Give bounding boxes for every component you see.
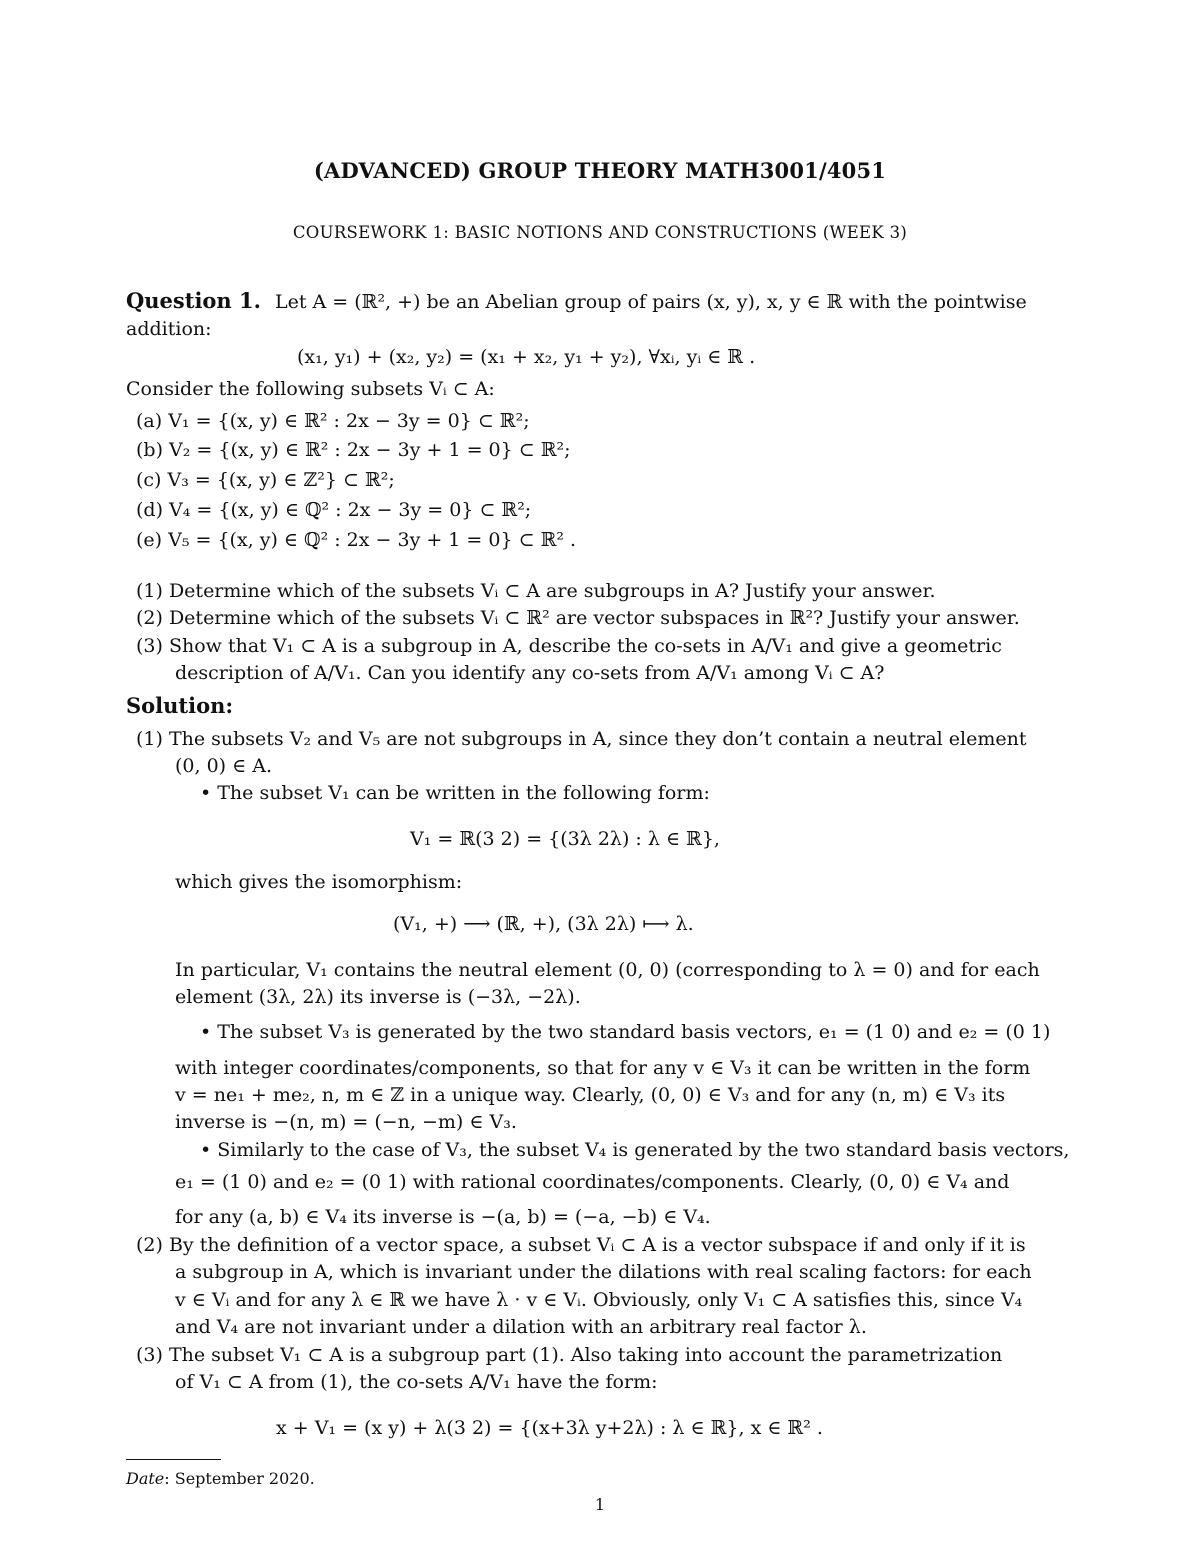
task-3-cont: description of A/V₁. Can you identify any co-sets from A/V₁ among Vᵢ ⊂ A? (175, 662, 885, 684)
solution-line: In particular, V₁ contains the neutral element (0, 0) (corresponding to λ = 0) and for each (175, 959, 1040, 981)
subset-c: (c) V₃ = {(x, y) ∈ ℤ²} ⊂ ℝ²; (136, 469, 395, 491)
solution-line: • The subset V₃ is generated by the two standard basis vectors, e₁ = (1 0) and e₂ = (0 1) (200, 1021, 1051, 1043)
question-intro-line-1 (126, 287, 1027, 316)
task-1: (1) Determine which of the subsets Vᵢ ⊂ A are subgroups in A? Justify your answer. (136, 580, 936, 602)
solution-line: element (3λ, 2λ) its inverse is (−3λ, −2λ). (175, 986, 581, 1008)
coset-formula: x + V₁ = (x y) + λ(3 2) = {(x+3λ y+2λ) : λ ∈ ℝ}, x ∈ ℝ² . (276, 1417, 823, 1439)
page-title: (ADVANCED) GROUP THEORY MATH3001/4051 (313, 158, 887, 183)
solution-line: (3) The subset V₁ ⊂ A is a subgroup part (1). Also taking into account the parametrization (136, 1344, 1003, 1366)
question-intro-line-2: addition: (126, 318, 212, 340)
subset-d: (d) V₄ = {(x, y) ∈ ℚ² : 2x − 3y = 0} ⊂ ℝ²; (136, 499, 532, 521)
task-2: (2) Determine which of the subsets Vᵢ ⊂ ℝ² are vector subspaces in ℝ²? Justify your answer. (136, 607, 1020, 629)
solution-line: • The subset V₁ can be written in the following form: (200, 782, 710, 804)
solution-line: a subgroup in A, which is invariant under the dilations with real scaling factors: for each (175, 1261, 1032, 1283)
question-label: Question 1. (126, 288, 261, 313)
addition-formula: (x₁, y₁) + (x₂, y₂) = (x₁ + x₂, y₁ + y₂), ∀xᵢ, yᵢ ∈ ℝ . (297, 346, 756, 368)
solution-label: Solution: (126, 693, 234, 718)
isomorphism-formula: (V₁, +) ⟶ (ℝ, +), (3λ 2λ) ⟼ λ. (393, 913, 694, 935)
solution-line: for any (a, b) ∈ V₄ its inverse is −(a, b) = (−a, −b) ∈ V₄. (175, 1206, 711, 1228)
solution-line: v ∈ Vᵢ and for any λ ∈ ℝ we have λ · v ∈ Vᵢ. Obviously, only V₁ ⊂ A satisfies this, since V₄ (175, 1289, 1023, 1311)
question-intro-text: Let A = (ℝ², +) be an Abelian group of pairs (x, y), x, y ∈ ℝ with the pointwise (274, 291, 1027, 313)
task-3: (3) Show that V₁ ⊂ A is a subgroup in A, describe the co-sets in A/V₁ and give a geometric (136, 635, 1002, 657)
page-number: 1 (594, 1495, 606, 1514)
footnote-text: : September 2020. (164, 1469, 315, 1488)
consider-text: Consider the following subsets Vᵢ ⊂ A: (126, 378, 495, 400)
subset-a: (a) V₁ = {(x, y) ∈ ℝ² : 2x − 3y = 0} ⊂ ℝ²; (136, 410, 530, 432)
subset-e: (e) V₅ = {(x, y) ∈ ℚ² : 2x − 3y + 1 = 0} ⊂ ℝ² . (136, 529, 577, 551)
solution-line: inverse is −(n, m) = (−n, −m) ∈ V₃. (175, 1111, 517, 1133)
solution-line: and V₄ are not invariant under a dilation with an arbitrary real factor λ. (175, 1316, 867, 1338)
solution-line: of V₁ ⊂ A from (1), the co-sets A/V₁ have the form: (175, 1371, 658, 1393)
footnote-label: Date (126, 1469, 165, 1488)
solution-line: v = ne₁ + me₂, n, m ∈ ℤ in a unique way. Clearly, (0, 0) ∈ V₃ and for any (n, m) ∈ V₃ its (175, 1084, 1006, 1106)
page-subtitle: COURSEWORK 1: BASIC NOTIONS AND CONSTRUCTIONS (WEEK 3) (292, 223, 908, 242)
footnote-rule (126, 1459, 221, 1460)
v1-parametrization-formula: V₁ = ℝ(3 2) = {(3λ 2λ) : λ ∈ ℝ}, (410, 828, 720, 850)
solution-line: which gives the isomorphism: (175, 871, 463, 893)
solution-line: (2) By the definition of a vector space, a subset Vᵢ ⊂ A is a vector subspace if and only if it is (136, 1234, 1026, 1256)
footnote (126, 1465, 315, 1492)
solution-line: with integer coordinates/components, so that for any v ∈ V₃ it can be written in the form (175, 1057, 1031, 1079)
solution-line: e₁ = (1 0) and e₂ = (0 1) with rational coordinates/components. Clearly, (0, 0) ∈ V₄ and (175, 1171, 1010, 1193)
solution-line: (0, 0) ∈ A. (175, 755, 272, 777)
solution-line: (1) The subsets V₂ and V₅ are not subgroups in A, since they don’t contain a neutral element (136, 728, 1027, 750)
subset-b: (b) V₂ = {(x, y) ∈ ℝ² : 2x − 3y + 1 = 0} ⊂ ℝ²; (136, 439, 571, 461)
solution-line: • Similarly to the case of V₃, the subset V₄ is generated by the two standard basis vectors, (200, 1139, 1070, 1161)
